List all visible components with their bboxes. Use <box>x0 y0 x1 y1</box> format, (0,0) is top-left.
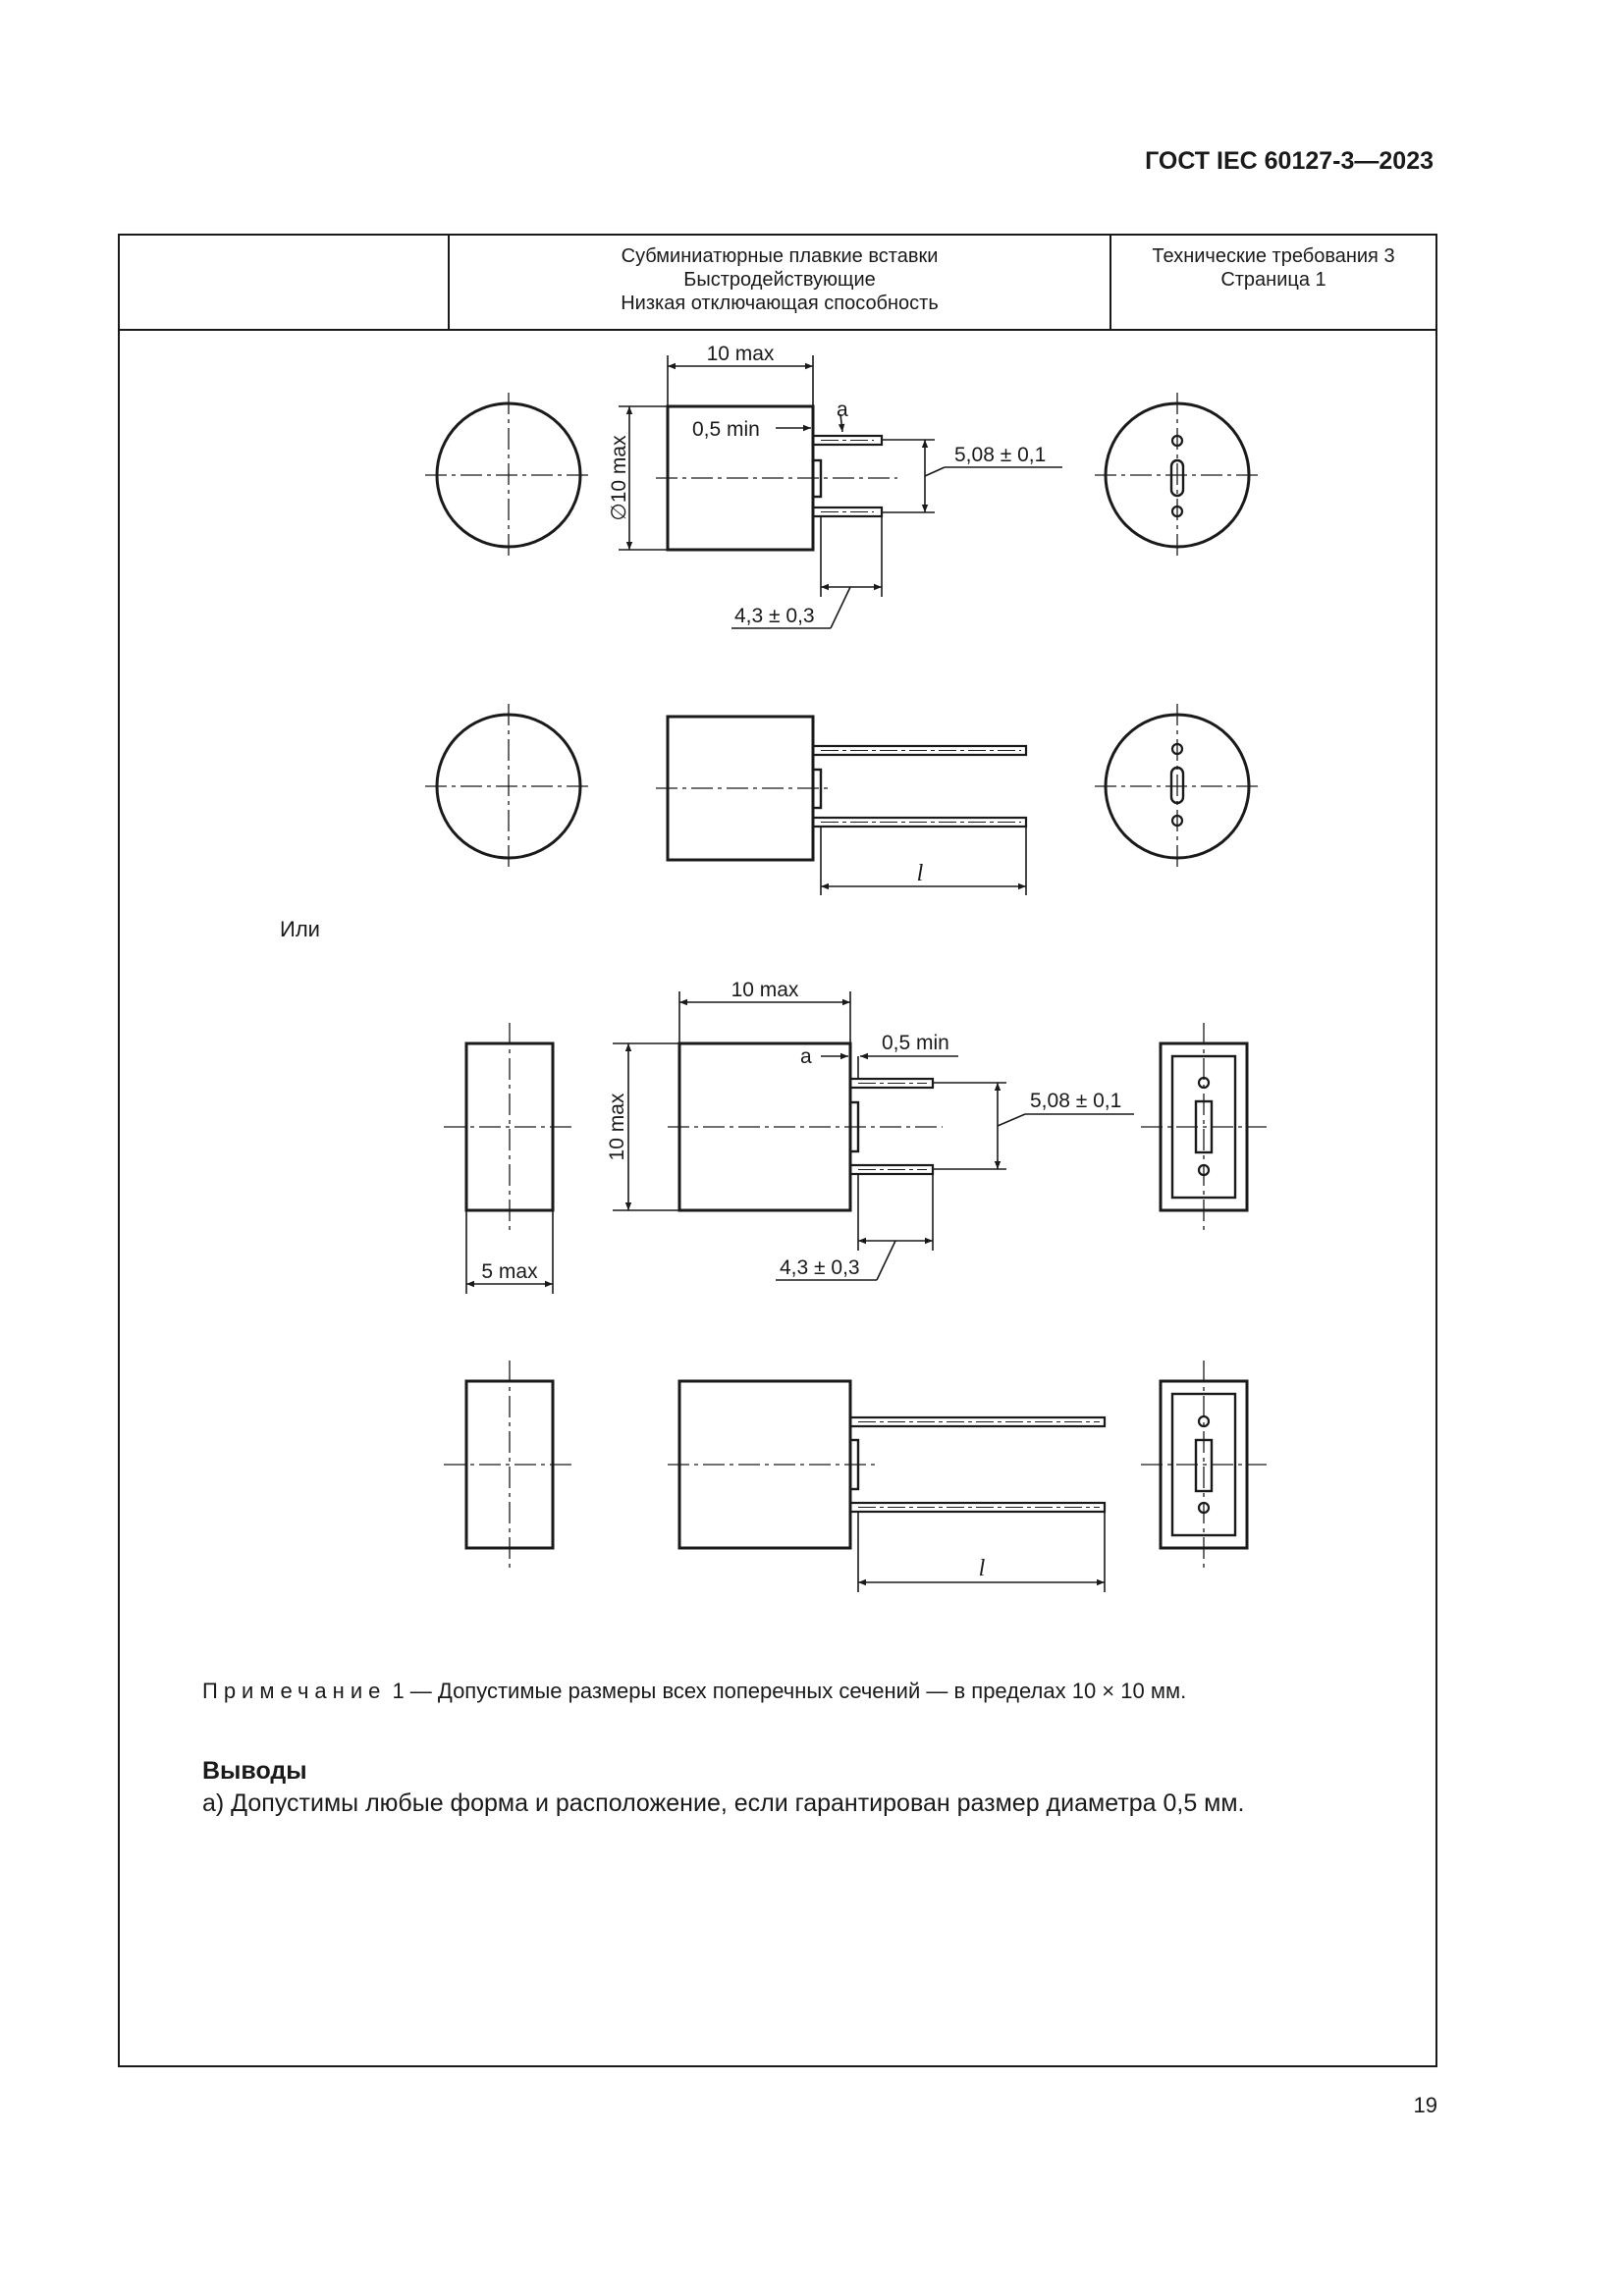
note <box>202 1679 1186 1704</box>
dim-lead-length-label: 4,3 ± 0,3 <box>780 1256 860 1279</box>
page-number: 19 <box>1413 2093 1437 2117</box>
rect-fuse-end-view <box>444 1361 575 1569</box>
dim-min-gap-label: 0,5 min <box>692 418 760 441</box>
dim-a-label: a <box>800 1045 812 1068</box>
dim-a-label: a <box>837 399 848 421</box>
dim-min-gap-label: 0,5 min <box>882 1032 949 1054</box>
sheet-line: Технические требования 3 <box>1152 245 1395 267</box>
rect-fuse-side-view <box>613 991 1134 1280</box>
dim-l-label: l <box>916 861 924 886</box>
document-code: ГОСТ IEC 60127-3—2023 <box>1145 147 1434 175</box>
round-fuse-end-view <box>425 704 592 869</box>
rect-fuse-lead-view <box>1141 1023 1267 1231</box>
round-fuse-lead-view <box>1095 393 1260 558</box>
note-text: 1 — Допустимые размеры всех поперечных сечений — в пределах 10 × 10 мм. <box>386 1679 1187 1703</box>
rect-fuse-long-lead-view <box>668 1381 1105 1592</box>
dim-diameter-label: ∅10 max <box>608 435 630 521</box>
sheet-line: Страница 1 <box>1220 269 1326 291</box>
rect-fuse-lead-view <box>1141 1361 1267 1569</box>
round-fuse-end-view <box>425 393 592 558</box>
dim-pitch-label: 5,08 ± 0,1 <box>954 444 1047 466</box>
section-title: Выводы <box>202 1757 307 1785</box>
description-line: Быстродействующие <box>683 269 876 291</box>
round-fuse-lead-view <box>1095 704 1260 869</box>
dim-length-label: 10 max <box>706 343 775 365</box>
dim-width-label: 5 max <box>481 1260 538 1283</box>
dim-pitch-label: 5,08 ± 0,1 <box>1030 1090 1122 1112</box>
note-label: Примечание <box>202 1679 387 1703</box>
round-fuse-long-lead-view <box>656 717 1026 895</box>
description-line: Субминиатюрные плавкие вставки <box>621 245 939 267</box>
alternative-label: Или <box>280 917 320 941</box>
rect-fuse-end-view <box>444 1023 575 1294</box>
dim-l-label: l <box>978 1556 986 1581</box>
round-fuse-side-view <box>619 355 1062 628</box>
leads-requirement: a) Допустимы любые форма и расположение, если гарантирован размер диаметра 0,5 мм. <box>202 1789 1245 1817</box>
description-line: Низкая отключающая способность <box>621 293 939 314</box>
dim-height-label: 10 max <box>606 1093 628 1161</box>
dim-length-label: 10 max <box>731 979 799 1001</box>
dim-lead-length-label: 4,3 ± 0,3 <box>734 605 815 627</box>
